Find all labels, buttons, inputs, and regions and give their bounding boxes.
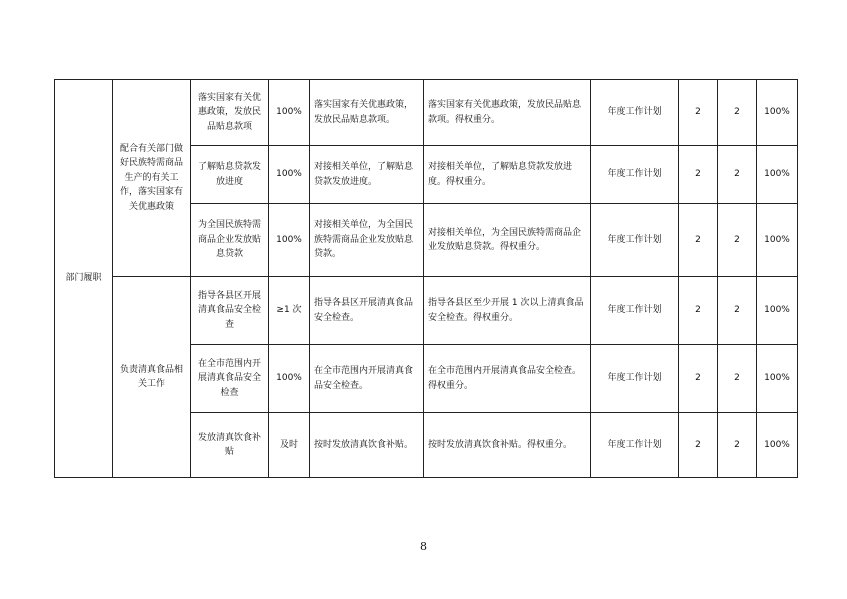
page-number: 8 bbox=[420, 540, 427, 553]
source-cell: 年度工作计划 bbox=[591, 80, 679, 146]
table-row bbox=[55, 277, 798, 345]
source-cell: 年度工作计划 bbox=[591, 413, 679, 478]
weight-cell: 2 bbox=[679, 413, 718, 478]
standard-cell: 指导各县区至少开展 1 次以上清真食品安全检查。得权重分。 bbox=[424, 277, 591, 345]
weight-cell: 2 bbox=[679, 345, 718, 413]
weight-cell: 2 bbox=[679, 80, 718, 146]
table-row bbox=[55, 80, 798, 146]
indicator-cell: 在全市范围内开展清真食品安全检查 bbox=[191, 345, 269, 413]
rate-cell: 100% bbox=[757, 413, 798, 478]
weight-cell: 2 bbox=[679, 146, 718, 204]
indicator-cell: 为全国民族特需商品企业发放贴息贷款 bbox=[191, 204, 269, 277]
source-cell: 年度工作计划 bbox=[591, 146, 679, 204]
indicator-cell: 发放清真饮食补贴 bbox=[191, 413, 269, 478]
indicator-cell: 了解贴息贷款发放进度 bbox=[191, 146, 269, 204]
performance-table bbox=[54, 79, 798, 478]
task-cell: 配合有关部门做好民族特需商品生产的有关工作，落实国家有关优惠政策 bbox=[113, 80, 191, 277]
content-cell: 对接相关单位，了解贴息贷款发放进度。 bbox=[310, 146, 424, 204]
target-cell: 100% bbox=[269, 345, 310, 413]
target-cell: 100% bbox=[269, 80, 310, 146]
target-cell: ≥1 次 bbox=[269, 277, 310, 345]
content-cell: 落实国家有关优惠政策，发放民品贴息款项。 bbox=[310, 80, 424, 146]
content-cell: 指导各县区开展清真食品安全检查。 bbox=[310, 277, 424, 345]
target-cell: 100% bbox=[269, 204, 310, 277]
content-cell: 对接相关单位，为全国民族特需商品企业发放贴息贷款。 bbox=[310, 204, 424, 277]
rate-cell: 100% bbox=[757, 277, 798, 345]
target-cell: 及时 bbox=[269, 413, 310, 478]
score-cell: 2 bbox=[718, 277, 757, 345]
level1-cell: 部门履职 bbox=[55, 80, 113, 478]
indicator-cell: 落实国家有关优惠政策，发放民品贴息款项 bbox=[191, 80, 269, 146]
standard-cell: 按时发放清真饮食补贴。得权重分。 bbox=[424, 413, 591, 478]
source-cell: 年度工作计划 bbox=[591, 204, 679, 277]
score-cell: 2 bbox=[718, 80, 757, 146]
source-cell: 年度工作计划 bbox=[591, 345, 679, 413]
rate-cell: 100% bbox=[757, 204, 798, 277]
standard-cell: 对接相关单位，为全国民族特需商品企业发放贴息贷款。得权重分。 bbox=[424, 204, 591, 277]
standard-cell: 对接相关单位，了解贴息贷款发放进度。得权重分。 bbox=[424, 146, 591, 204]
weight-cell: 2 bbox=[679, 277, 718, 345]
target-cell: 100% bbox=[269, 146, 310, 204]
standard-cell: 落实国家有关优惠政策，发放民品贴息款项。得权重分。 bbox=[424, 80, 591, 146]
score-cell: 2 bbox=[718, 345, 757, 413]
rate-cell: 100% bbox=[757, 146, 798, 204]
rate-cell: 100% bbox=[757, 345, 798, 413]
content-cell: 在全市范围内开展清真食品安全检查。 bbox=[310, 345, 424, 413]
indicator-cell: 指导各县区开展清真食品安全检查 bbox=[191, 277, 269, 345]
standard-cell: 在全市范围内开展清真食品安全检查。得权重分。 bbox=[424, 345, 591, 413]
source-cell: 年度工作计划 bbox=[591, 277, 679, 345]
score-cell: 2 bbox=[718, 204, 757, 277]
rate-cell: 100% bbox=[757, 80, 798, 146]
score-cell: 2 bbox=[718, 146, 757, 204]
content-cell: 按时发放清真饮食补贴。 bbox=[310, 413, 424, 478]
score-cell: 2 bbox=[718, 413, 757, 478]
task-cell: 负责清真食品相关工作 bbox=[113, 277, 191, 478]
weight-cell: 2 bbox=[679, 204, 718, 277]
